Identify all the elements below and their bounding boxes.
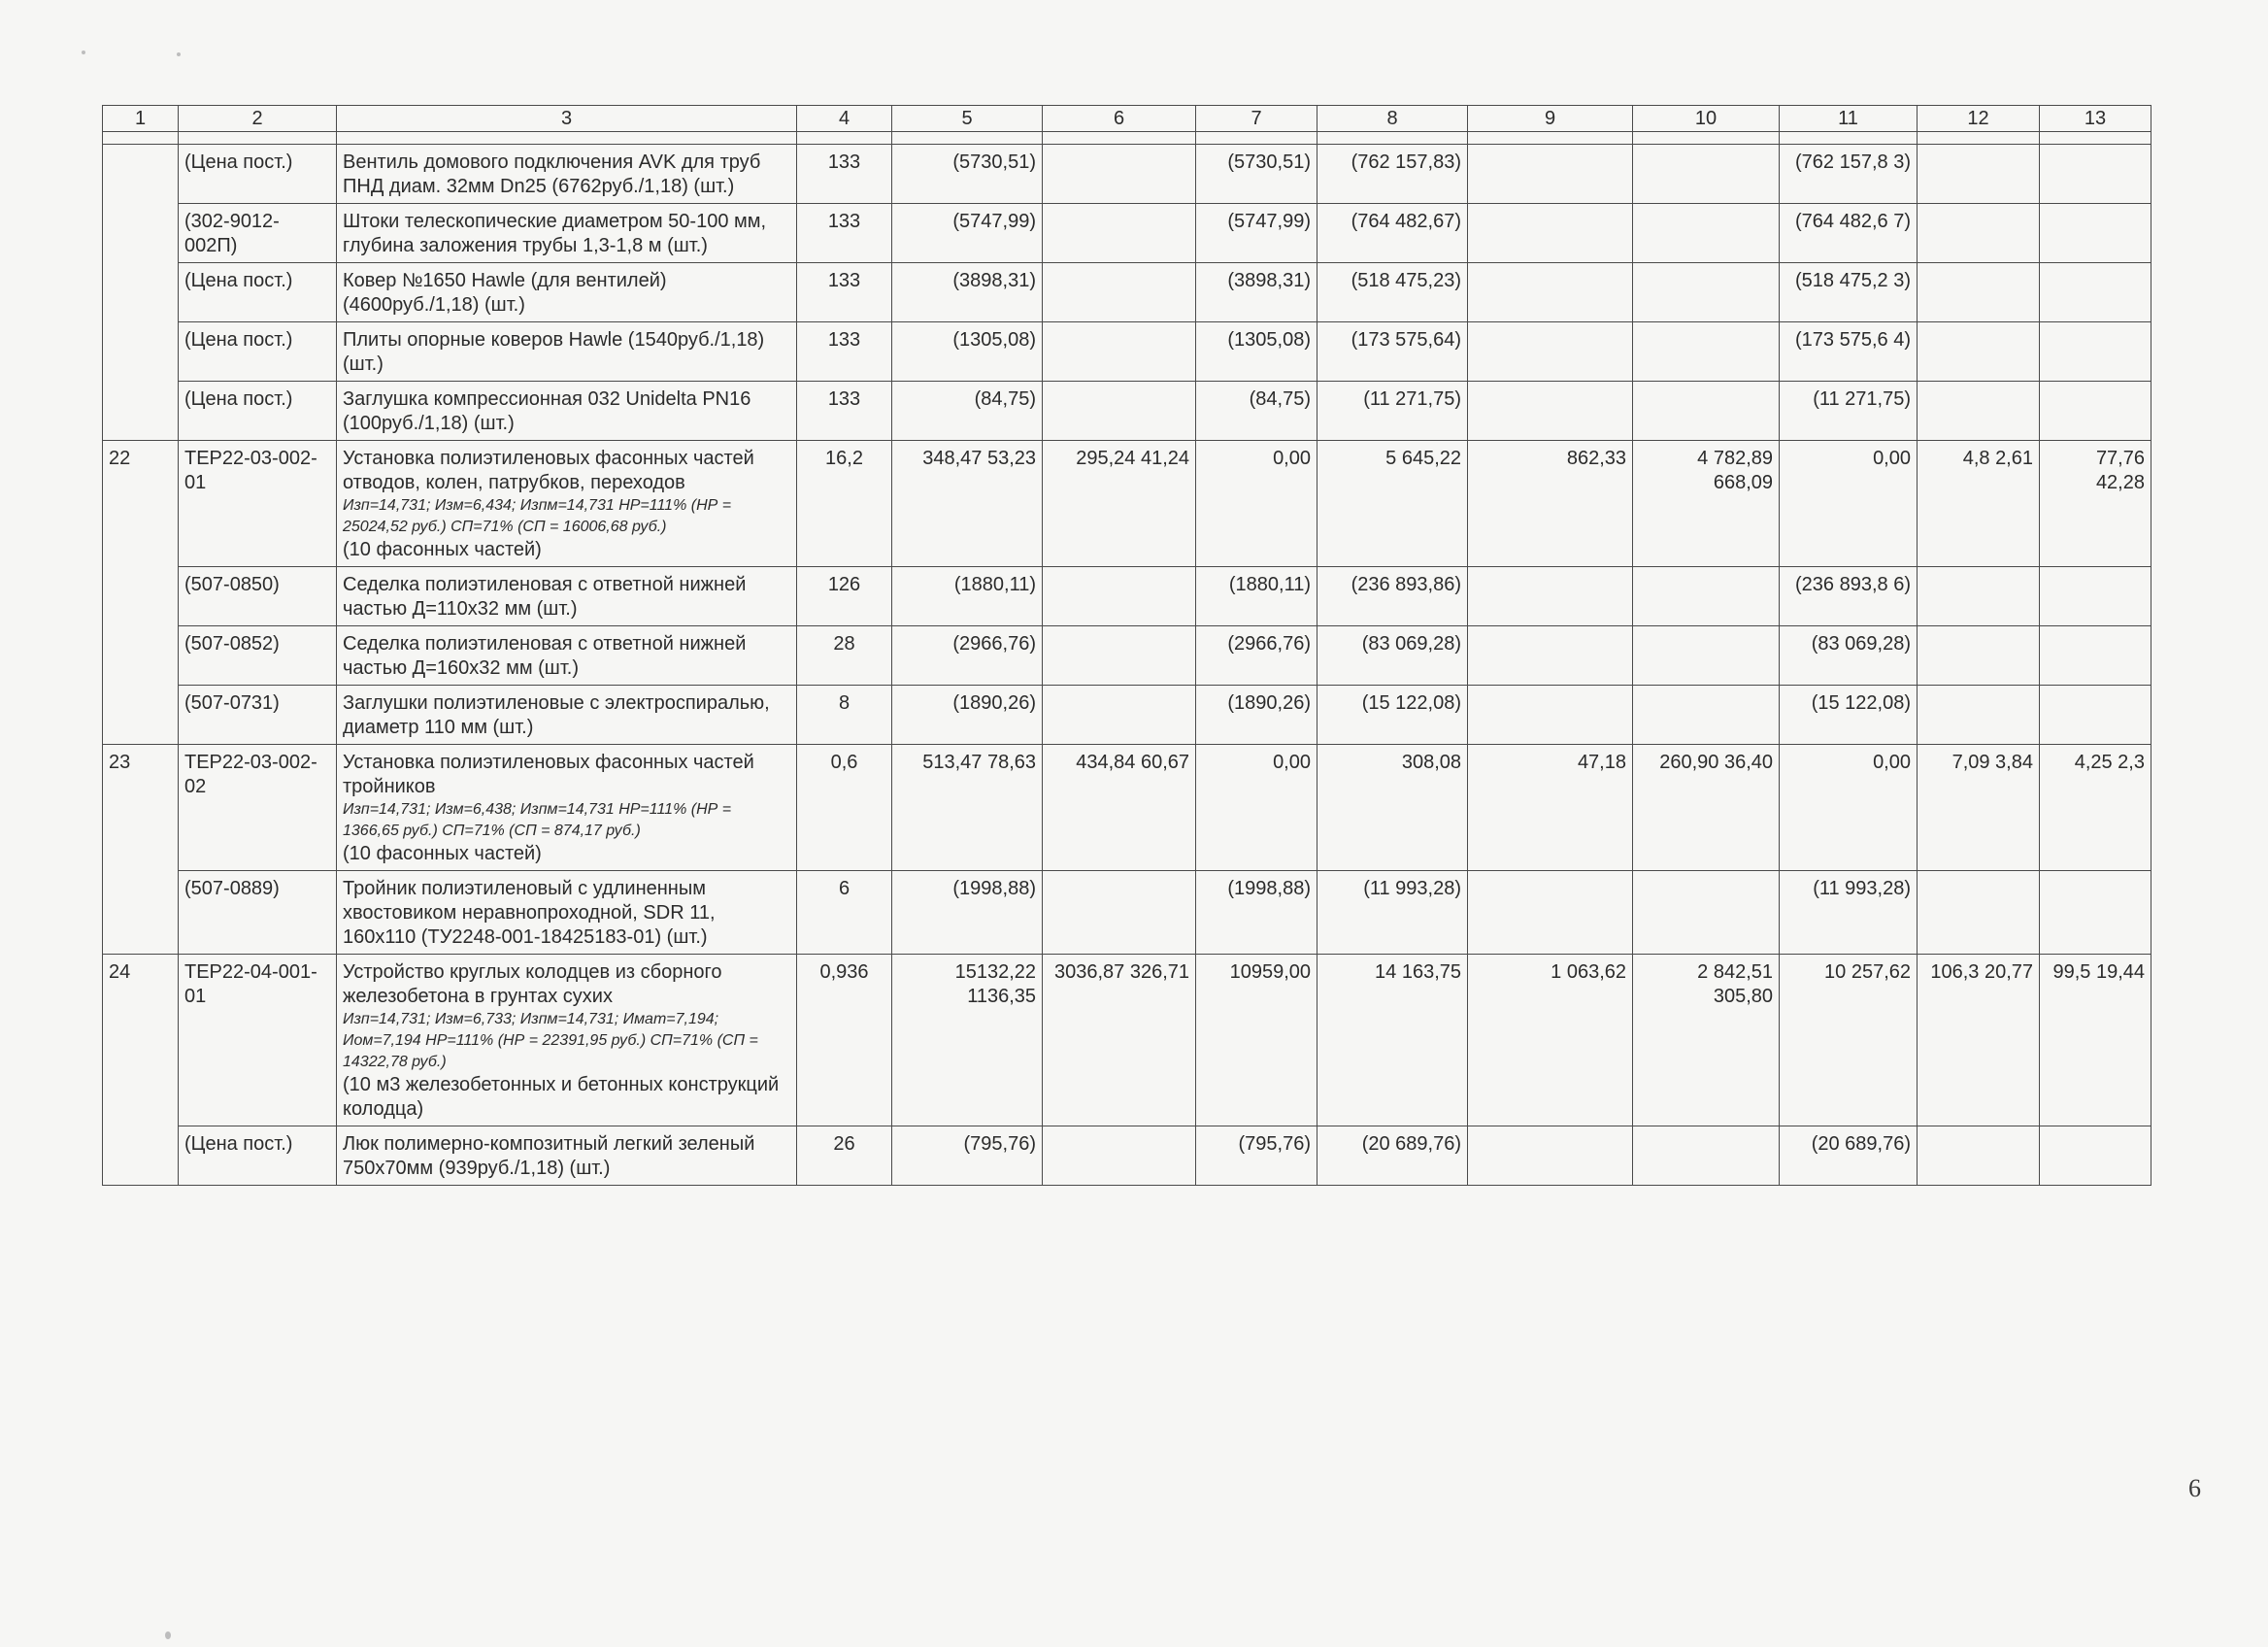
unit-material-cost: (1305,08): [1196, 322, 1317, 382]
quantity: 0,936: [797, 955, 892, 1126]
unit-machine-cost: 434,84 60,67: [1043, 745, 1196, 871]
work-description: [337, 745, 797, 871]
work-description: Штоки телескопические диаметром 50-100 мм, глубина заложения трубы 1,3-1,8 м (шт.): [337, 204, 797, 263]
work-description-main: Установка полиэтиленовых фасонных частей тройников: [343, 752, 754, 797]
total-cost: (518 475,23): [1317, 263, 1468, 322]
estimate-sheet: [102, 105, 2151, 1186]
quantity: 133: [797, 145, 892, 204]
work-description: [337, 955, 797, 1126]
labor-unit: [1918, 626, 2040, 686]
work-description: Седелка полиэтиленовая с ответной нижней частью Д=110х32 мм (шт.): [337, 567, 797, 626]
labor-unit: [1918, 322, 2040, 382]
unit-material-cost: (1880,11): [1196, 567, 1317, 626]
rate-code: (Цена пост.): [179, 382, 337, 441]
unit-cost: (5747,99): [892, 204, 1043, 263]
total-cost: (762 157,83): [1317, 145, 1468, 204]
quantity: 133: [797, 382, 892, 441]
total-wages: [1468, 1126, 1633, 1186]
total-materials: (11 271,75): [1780, 382, 1918, 441]
measure-unit: (10 фасонных частей): [343, 843, 542, 864]
page-number: 6: [2188, 1474, 2201, 1502]
total-machine-cost: [1633, 871, 1780, 955]
unit-material-cost: (2966,76): [1196, 626, 1317, 686]
column-number-4: 4: [797, 106, 892, 132]
column-number-11: 11: [1780, 106, 1918, 132]
unit-cost: (1305,08): [892, 322, 1043, 382]
unit-material-cost: 0,00: [1196, 745, 1317, 871]
labor-unit: 106,3 20,77: [1918, 955, 2040, 1126]
unit-material-cost: (1998,88): [1196, 871, 1317, 955]
total-materials: (83 069,28): [1780, 626, 1918, 686]
quantity: 126: [797, 567, 892, 626]
work-description: Заглушка компрессионная 032 Unidelta PN16 (100руб./1,18) (шт.): [337, 382, 797, 441]
table-row: [103, 1126, 2151, 1186]
unit-machine-cost: [1043, 263, 1196, 322]
total-machine-cost: [1633, 204, 1780, 263]
table-row: [103, 322, 2151, 382]
rate-code: (Цена пост.): [179, 263, 337, 322]
rate-code: (Цена пост.): [179, 322, 337, 382]
rate-code: (Цена пост.): [179, 1126, 337, 1186]
column-number-7: 7: [1196, 106, 1317, 132]
unit-machine-cost: [1043, 382, 1196, 441]
unit-material-cost: (5730,51): [1196, 145, 1317, 204]
labor-unit: 7,09 3,84: [1918, 745, 2040, 871]
total-cost: (15 122,08): [1317, 686, 1468, 745]
column-number-5: 5: [892, 106, 1043, 132]
labor-total: [2040, 145, 2151, 204]
quantity: 28: [797, 626, 892, 686]
labor-total: [2040, 1126, 2151, 1186]
labor-unit: [1918, 204, 2040, 263]
unit-material-cost: (84,75): [1196, 382, 1317, 441]
total-wages: [1468, 145, 1633, 204]
total-wages: [1468, 204, 1633, 263]
measure-unit: (10 фасонных частей): [343, 539, 542, 560]
total-wages: [1468, 686, 1633, 745]
total-machine-cost: [1633, 145, 1780, 204]
column-number-2: 2: [179, 106, 337, 132]
total-wages: [1468, 626, 1633, 686]
table-row: [103, 204, 2151, 263]
unit-cost: (795,76): [892, 1126, 1043, 1186]
unit-machine-cost: [1043, 626, 1196, 686]
quantity: 16,2: [797, 441, 892, 567]
unit-machine-cost: [1043, 145, 1196, 204]
column-number-row: [103, 106, 2151, 132]
total-machine-cost: [1633, 382, 1780, 441]
total-machine-cost: 260,90 36,40: [1633, 745, 1780, 871]
total-cost: 5 645,22: [1317, 441, 1468, 567]
quantity: 0,6: [797, 745, 892, 871]
total-cost: 14 163,75: [1317, 955, 1468, 1126]
table-row: [103, 382, 2151, 441]
unit-machine-cost: [1043, 204, 1196, 263]
unit-cost: 513,47 78,63: [892, 745, 1043, 871]
total-wages: [1468, 263, 1633, 322]
total-cost: (173 575,64): [1317, 322, 1468, 382]
table-row: [103, 955, 2151, 1126]
total-materials: (762 157,8 3): [1780, 145, 1918, 204]
rate-code: ТЕР22-03-002-01: [179, 441, 337, 567]
position-number: 22: [103, 441, 179, 745]
estimate-table: [102, 105, 2151, 1186]
labor-total: [2040, 204, 2151, 263]
total-materials: (236 893,8 6): [1780, 567, 1918, 626]
unit-cost: (1880,11): [892, 567, 1043, 626]
unit-machine-cost: [1043, 871, 1196, 955]
unit-cost: (3898,31): [892, 263, 1043, 322]
labor-unit: [1918, 567, 2040, 626]
rate-code: (507-0731): [179, 686, 337, 745]
total-wages: 47,18: [1468, 745, 1633, 871]
position-number: 23: [103, 745, 179, 955]
labor-unit: [1918, 871, 2040, 955]
column-number-9: 9: [1468, 106, 1633, 132]
header-spacer-row: [103, 132, 2151, 145]
total-wages: [1468, 567, 1633, 626]
unit-material-cost: (795,76): [1196, 1126, 1317, 1186]
column-number-1: 1: [103, 106, 179, 132]
total-materials: 0,00: [1780, 745, 1918, 871]
labor-unit: [1918, 686, 2040, 745]
total-cost: (11 271,75): [1317, 382, 1468, 441]
labor-unit: 4,8 2,61: [1918, 441, 2040, 567]
total-materials: (15 122,08): [1780, 686, 1918, 745]
table-row: [103, 263, 2151, 322]
labor-total: [2040, 567, 2151, 626]
work-description: [337, 441, 797, 567]
total-materials: (20 689,76): [1780, 1126, 1918, 1186]
work-description-main: Устройство круглых колодцев из сборного железобетона в грунтах сухих: [343, 961, 722, 1007]
labor-total: [2040, 626, 2151, 686]
labor-unit: [1918, 263, 2040, 322]
labor-total: 4,25 2,3: [2040, 745, 2151, 871]
unit-material-cost: (1890,26): [1196, 686, 1317, 745]
total-machine-cost: [1633, 322, 1780, 382]
unit-material-cost: 0,00: [1196, 441, 1317, 567]
work-description: Плиты опорные коверов Hawle (1540руб./1,18) (шт.): [337, 322, 797, 382]
labor-total: [2040, 382, 2151, 441]
total-machine-cost: 4 782,89 668,09: [1633, 441, 1780, 567]
total-cost: (764 482,67): [1317, 204, 1468, 263]
labor-unit: [1918, 1126, 2040, 1186]
column-number-12: 12: [1918, 106, 2040, 132]
work-description: Седелка полиэтиленовая с ответной нижней частью Д=160х32 мм (шт.): [337, 626, 797, 686]
total-machine-cost: [1633, 263, 1780, 322]
total-wages: 1 063,62: [1468, 955, 1633, 1126]
total-materials: (173 575,6 4): [1780, 322, 1918, 382]
measure-unit: (10 м3 железобетонных и бетонных конструкций колодца): [343, 1074, 780, 1120]
quantity: 133: [797, 204, 892, 263]
rate-code: ТЕР22-03-002-02: [179, 745, 337, 871]
total-cost: (11 993,28): [1317, 871, 1468, 955]
total-materials: 10 257,62: [1780, 955, 1918, 1126]
total-machine-cost: [1633, 626, 1780, 686]
labor-total: [2040, 322, 2151, 382]
table-row: [103, 626, 2151, 686]
unit-cost: (5730,51): [892, 145, 1043, 204]
rate-code: (507-0889): [179, 871, 337, 955]
rate-code: ТЕР22-04-001-01: [179, 955, 337, 1126]
position-number: [103, 145, 179, 441]
total-cost: 308,08: [1317, 745, 1468, 871]
unit-cost: (1998,88): [892, 871, 1043, 955]
unit-material-cost: (3898,31): [1196, 263, 1317, 322]
labor-total: 77,76 42,28: [2040, 441, 2151, 567]
unit-machine-cost: [1043, 1126, 1196, 1186]
column-number-13: 13: [2040, 106, 2151, 132]
total-materials: (11 993,28): [1780, 871, 1918, 955]
total-wages: 862,33: [1468, 441, 1633, 567]
unit-cost: (84,75): [892, 382, 1043, 441]
total-wages: [1468, 322, 1633, 382]
total-wages: [1468, 382, 1633, 441]
quantity: 8: [797, 686, 892, 745]
work-description: Вентиль домового подключения AVK для труб ПНД диам. 32мм Dn25 (6762руб./1,18) (шт.): [337, 145, 797, 204]
scan-speck: [82, 50, 85, 54]
unit-machine-cost: [1043, 686, 1196, 745]
column-number-3: 3: [337, 106, 797, 132]
cost-coefficients-note: Изп=14,731; Изм=6,438; Изпм=14,731 НР=111% (НР = 1366,65 руб.) СП=71% (СП = 874,17 руб.): [343, 801, 732, 839]
unit-cost: (1890,26): [892, 686, 1043, 745]
total-materials: (518 475,2 3): [1780, 263, 1918, 322]
unit-material-cost: (5747,99): [1196, 204, 1317, 263]
quantity: 133: [797, 322, 892, 382]
rate-code: (Цена пост.): [179, 145, 337, 204]
position-number: 24: [103, 955, 179, 1186]
cost-coefficients-note: Изп=14,731; Изм=6,434; Изпм=14,731 НР=111% (НР = 25024,52 руб.) СП=71% (СП = 16006,68 руб.): [343, 497, 732, 535]
total-machine-cost: [1633, 686, 1780, 745]
unit-machine-cost: [1043, 322, 1196, 382]
unit-machine-cost: [1043, 567, 1196, 626]
rate-code: (302-9012-002П): [179, 204, 337, 263]
total-cost: (83 069,28): [1317, 626, 1468, 686]
labor-total: [2040, 686, 2151, 745]
labor-total: [2040, 871, 2151, 955]
total-machine-cost: 2 842,51 305,80: [1633, 955, 1780, 1126]
labor-total: 99,5 19,44: [2040, 955, 2151, 1126]
table-row: [103, 567, 2151, 626]
table-row: [103, 441, 2151, 567]
scan-speck: [165, 1631, 171, 1639]
column-number-8: 8: [1317, 106, 1468, 132]
unit-cost: 15132,22 1136,35: [892, 955, 1043, 1126]
labor-total: [2040, 263, 2151, 322]
column-number-10: 10: [1633, 106, 1780, 132]
work-description: Люк полимерно-композитный легкий зеленый 750х70мм (939руб./1,18) (шт.): [337, 1126, 797, 1186]
table-row: [103, 871, 2151, 955]
unit-machine-cost: 3036,87 326,71: [1043, 955, 1196, 1126]
total-cost: (236 893,86): [1317, 567, 1468, 626]
table-row: [103, 145, 2151, 204]
unit-cost: (2966,76): [892, 626, 1043, 686]
table-row: [103, 745, 2151, 871]
unit-material-cost: 10959,00: [1196, 955, 1317, 1126]
quantity: 26: [797, 1126, 892, 1186]
labor-unit: [1918, 382, 2040, 441]
work-description: Заглушки полиэтиленовые с электроспиралью, диаметр 110 мм (шт.): [337, 686, 797, 745]
total-materials: (764 482,6 7): [1780, 204, 1918, 263]
unit-machine-cost: 295,24 41,24: [1043, 441, 1196, 567]
rate-code: (507-0852): [179, 626, 337, 686]
total-cost: (20 689,76): [1317, 1126, 1468, 1186]
work-description-main: Установка полиэтиленовых фасонных частей отводов, колен, патрубков, переходов: [343, 448, 754, 493]
total-machine-cost: [1633, 567, 1780, 626]
labor-unit: [1918, 145, 2040, 204]
total-wages: [1468, 871, 1633, 955]
total-machine-cost: [1633, 1126, 1780, 1186]
quantity: 6: [797, 871, 892, 955]
unit-cost: 348,47 53,23: [892, 441, 1043, 567]
quantity: 133: [797, 263, 892, 322]
scan-speck: [177, 52, 181, 56]
cost-coefficients-note: Изп=14,731; Изм=6,733; Изпм=14,731; Имат=7,194; Иом=7,194 НР=111% (НР = 22391,95 руб.) СП=71% (СП = 14322,78 руб.): [343, 1011, 758, 1070]
column-number-6: 6: [1043, 106, 1196, 132]
rate-code: (507-0850): [179, 567, 337, 626]
work-description: Тройник полиэтиленовый с удлиненным хвостовиком неравнопроходной, SDR 11, 160х110 (ТУ2248-001-18425183-01) (шт.): [337, 871, 797, 955]
work-description: Ковер №1650 Hawle (для вентилей) (4600руб./1,18) (шт.): [337, 263, 797, 322]
table-row: [103, 686, 2151, 745]
total-materials: 0,00: [1780, 441, 1918, 567]
